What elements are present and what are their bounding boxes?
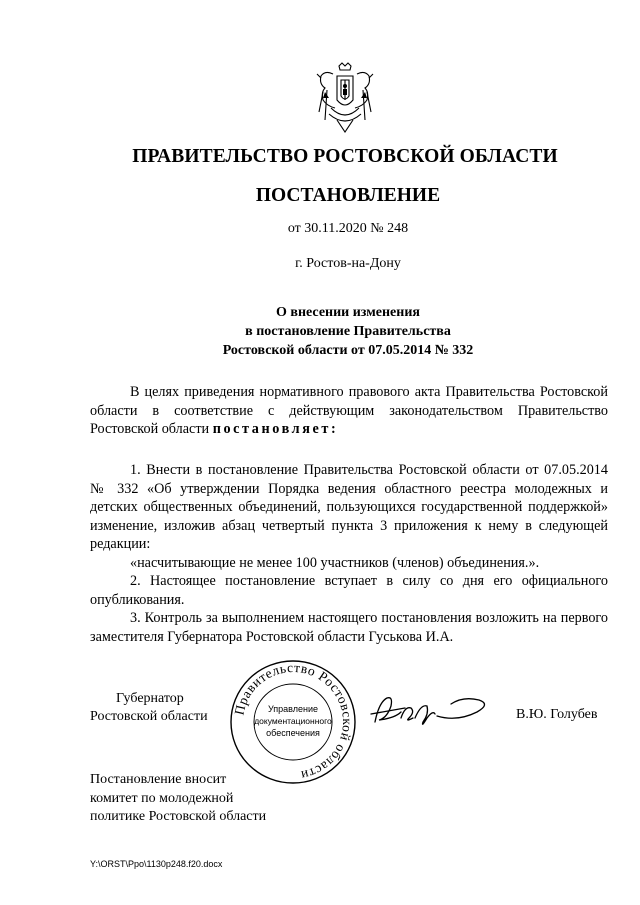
signer-name: В.Ю. Голубев — [516, 707, 598, 722]
official-stamp — [228, 658, 358, 786]
decree-word: постановляет: — [212, 421, 339, 437]
point-2: 2. Настоящее постановление вступает в силу со дня его официального опубликования. — [90, 573, 608, 608]
stamp-inner-line-1: Управление — [267, 704, 319, 714]
government-title: ПРАВИТЕЛЬСТВО РОСТОВСКОЙ ОБЛАСТИ — [132, 146, 558, 167]
preamble-text: В целях приведения нормативного правового акта Правительства Ростовской области в соответствие с действующим законодательством Правительство Ростовской области — [90, 384, 608, 437]
submitted-by-line-1: Постановление вносит — [90, 772, 227, 787]
submitted-by-block — [90, 771, 266, 827]
stamp-ring-text-path: Правительство Ростовской области — [231, 659, 356, 784]
document-city: г. Ростов-на-Дону — [295, 256, 401, 271]
file-path-footer: Y:\ORST\Ppo\1130p248.f20.docx — [90, 859, 223, 869]
handwritten-signature — [365, 688, 495, 732]
document-date-number: от 30.11.2020 № 248 — [287, 221, 409, 236]
signer-title-line-2: Ростовской области — [90, 709, 208, 724]
coat-of-arms-icon — [315, 62, 375, 134]
resolution-points — [90, 461, 608, 646]
document-subject — [0, 303, 640, 360]
subject-line-2: в постановление Правительства — [245, 324, 451, 339]
submitted-by-line-3: политике Ростовской области — [90, 809, 267, 824]
point-3: 3. Контроль за выполнением настоящего постановления возложить на первого заместителя Губернатора Ростовской области Гуськова И.А. — [90, 610, 608, 645]
preamble-paragraph — [90, 383, 608, 439]
stamp-inner-line-2: документационного — [254, 716, 332, 726]
document-type: ПОСТАНОВЛЕНИЕ — [255, 185, 441, 206]
submitted-by-line-2: комитет по молодежной — [90, 790, 234, 806]
subject-line-3: Ростовской области от 07.05.2014 № 332 — [222, 343, 474, 358]
point-1-quote: «насчитывающие не менее 100 участников (членов) объединения.». — [130, 554, 540, 571]
stamp-inner-line-3: обеспечения — [266, 728, 320, 738]
signer-title-line-1: Губернатор — [116, 691, 184, 706]
signer-title — [90, 690, 208, 726]
subject-line-1: О внесении изменения — [276, 305, 420, 320]
point-1: 1. Внести в постановление Правительства Ростовской области от 07.05.2014 № 332 «Об утверждении Порядка ведения областного реестра молодежных и детских общественных объединений, пользующихся государственной поддержкой» изменение, изложив абзац четвертый пункта 3 приложения к нему в следующей редакции: — [90, 462, 608, 552]
